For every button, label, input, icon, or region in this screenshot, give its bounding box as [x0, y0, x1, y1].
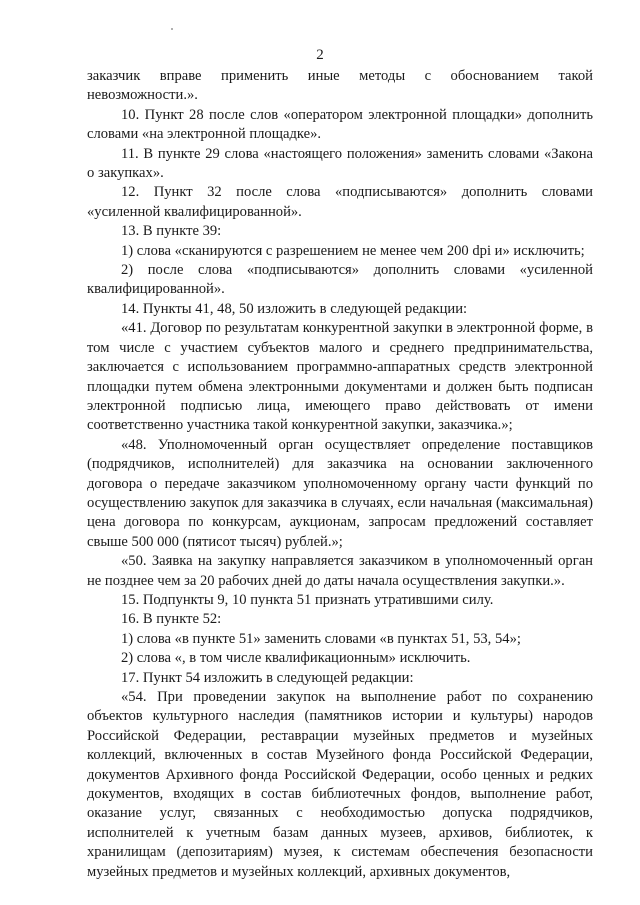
paragraph: 1) слова «в пункте 51» заменить словами «в пунктах 51, 53, 54»;: [121, 630, 521, 647]
paragraph: 17. Пункт 54 изложить в следующей редакции:: [121, 669, 414, 686]
paragraph: «48. Уполномоченный орган осуществляет определение поставщиков (подрядчиков, исполнителей) для заказчика на основании заключенного договора о передаче заказчиком уполномоченному органу части функций по осуществлению закупок для заказчика в случаях, если начальная (максимальная) цена договора по конкурсам, аукционам, запросам предложений составляет свыше 500 000 (пятисот тысяч) рублей.»;: [87, 436, 593, 550]
paragraph: 2) после слова «подписываются» дополнить словами «усиленной квалифицированной».: [87, 262, 593, 298]
paragraph: «41. Договор по результатам конкурентной закупки в электронной форме, в том числе с участием субъектов малого и среднего предпринимательства, заключается с использованием программно-аппаратных средств электронной площадки путем обмена электронными документами и должен быть подписан электронной подписью лица, имеющего право действовать от имени соответственно участника такой конкурентной закупки, заказчика.»;: [87, 320, 593, 434]
paragraph: 15. Подпункты 9, 10 пункта 51 признать утратившими силу.: [121, 591, 494, 608]
paragraph: 1) слова «сканируются с разрешением не менее чем 200 dpi и» исключить;: [121, 242, 585, 259]
document-body: [87, 67, 593, 882]
paragraph: 10. Пункт 28 после слов «оператором электронной площадки» дополнить словами «на электронной площадке».: [87, 106, 593, 143]
paragraph: 2) слова «, в том числе квалификационным» исключить.: [121, 650, 471, 667]
paragraph: заказчик вправе применить иные методы с обоснованием такой невозможности.».: [87, 68, 593, 104]
paragraph: 11. В пункте 29 слова «настоящего положения» заменить словами «Закона о закупках».: [87, 145, 593, 182]
paragraph: «54. При проведении закупок на выполнение работ по сохранению объектов культурного наследия (памятников истории и культуры) народов Российской Федерации, реставрации музейных предметов и музейных коллекций, включенных в состав Музейного фонда Российской Федерации, документов Архивного фонда Российской Федерации, особо ценных и редких документов, входящих в состав библиотечных фондов, выполнение работ, оказание услуг, связанных с необходимостью допуска подрядчиков, исполнителей к учетным базам данных музеев, архивов, библиотек, к хранилищам (депозитариям) музея, к системам обеспечения безопасности музейных предметов и музейных коллекций, архивных документов,: [87, 689, 593, 880]
paragraph: 16. В пункте 52:: [121, 611, 222, 628]
paragraph: «50. Заявка на закупку направляется заказчиком в уполномоченный орган не позднее чем за 20 рабочих дней до даты начала осуществления закупки.».: [87, 553, 593, 589]
page-number: 2: [316, 47, 324, 63]
paragraph: 12. Пункт 32 после слова «подписываются» дополнить словами «усиленной квалифицированной».: [87, 184, 593, 220]
paragraph: 14. Пункты 41, 48, 50 изложить в следующей редакции:: [121, 300, 468, 317]
paragraph: 13. В пункте 39:: [121, 223, 222, 240]
scan-speck: [171, 28, 173, 30]
